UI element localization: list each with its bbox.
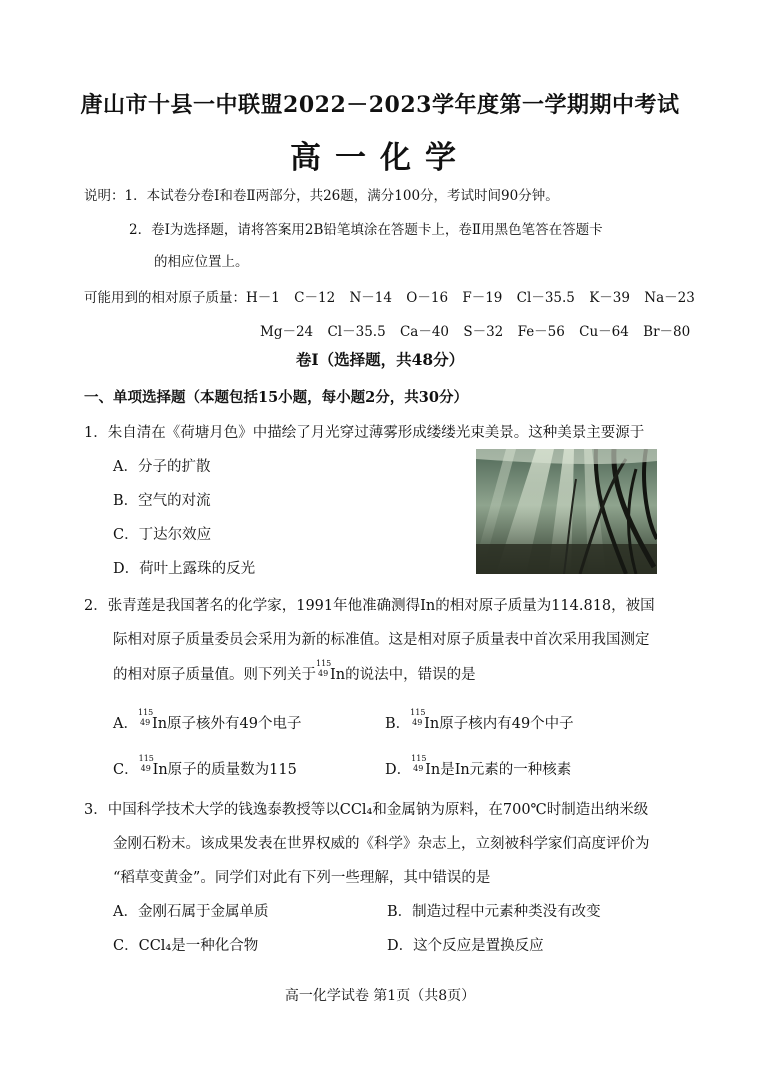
note-line-2: 2．卷Ⅰ为选择题，请将答案用2B铅笔填涂在答题卡上，卷Ⅱ用黑色笔答在答题卡 xyxy=(129,222,603,238)
mass-cl: Cl－35.5 xyxy=(516,290,575,306)
mass-c: C－12 xyxy=(294,290,336,306)
section-title: 卷Ⅰ（选择题，共48分） xyxy=(295,350,465,369)
q3-stem-line-1: 3．中国科学技术大学的钱逸泰教授等以CCl₄和金属钠为原料，在700℃时制造出纳米级 xyxy=(84,802,649,818)
mass-mg: Mg－24 xyxy=(260,324,314,340)
mangrove-photo xyxy=(476,449,657,574)
subject-title: 高一化学 xyxy=(290,140,470,176)
mass-f: F－19 xyxy=(462,290,503,306)
q2-stem-line-3: 的相对原子质量值。则下列关于 115 49 In的说法中，错误的是 xyxy=(113,659,476,683)
q1-option-a: A．分子的扩散 xyxy=(113,459,211,475)
q3-stem-line-2: 金刚石粉末。该成果发表在世界权威的《科学》杂志上，立刻被科学家们高度评价为 xyxy=(113,836,650,852)
q1-option-d: D．荷叶上露珠的反光 xyxy=(113,561,256,577)
q2-stem-line-1: 2．张青莲是我国著名的化学家，1991年他准确测得In的相对原子质量为114.818，被国 xyxy=(84,598,655,614)
q2-option-a: A． 115 49 In原子核外有49个电子 xyxy=(113,708,302,732)
atomic-mass-label: 可能用到的相对原子质量： xyxy=(84,290,246,306)
q2-option-c: C． 115 49 In原子的质量数为115 xyxy=(113,754,297,778)
mass-br: Br－80 xyxy=(643,324,691,340)
q3-stem-line-3: “稻草变黄金”。同学们对此有下列一些理解，其中错误的是 xyxy=(113,870,491,886)
mass-s: S－32 xyxy=(463,324,504,340)
q2-option-b: B． 115 49 In原子核内有49个中子 xyxy=(385,708,574,732)
mass-o: O－16 xyxy=(406,290,449,306)
note-line-1: 说明：1．本试卷分卷Ⅰ和卷Ⅱ两部分，共26题，满分100分，考试时间90分钟。 xyxy=(84,188,559,204)
q1-option-b: B．空气的对流 xyxy=(113,493,211,509)
mass-cl-2: Cl－35.5 xyxy=(327,324,386,340)
q2-option-d: D． 115 49 In是In元素的一种核素 xyxy=(385,754,572,778)
page-footer: 高一化学试卷 第1页（共8页） xyxy=(284,988,476,1004)
q2-stem-line-2: 际相对原子质量委员会采用为新的标准值。这是相对原子质量表中首次采用我国测定 xyxy=(113,632,650,648)
q1-stem: 1．朱自清在《荷塘月色》中描绘了月光穿过薄雾形成缕缕光束美景。这种美景主要源于 xyxy=(84,425,645,441)
q3-option-b: B．制造过程中元素种类没有改变 xyxy=(387,904,601,920)
mass-k: K－39 xyxy=(589,290,630,306)
q3-option-c: C．CCl₄是一种化合物 xyxy=(113,938,259,954)
q1-option-c: C．丁达尔效应 xyxy=(113,527,212,543)
note-line-3: 的相应位置上。 xyxy=(154,254,249,270)
mass-na: Na－23 xyxy=(644,290,695,306)
mass-ca: Ca－40 xyxy=(399,324,450,340)
q3-option-d: D．这个反应是置换反应 xyxy=(387,938,544,954)
mass-fe: Fe－56 xyxy=(517,324,565,340)
mass-n: N－14 xyxy=(349,290,392,306)
q3-option-a: A．金刚石属于金属单质 xyxy=(113,904,269,920)
exam-title: 唐山市十县一中联盟2022－2023学年度第一学期期中考试 xyxy=(80,92,680,118)
mass-cu: Cu－64 xyxy=(579,324,629,340)
part-heading: 一、单项选择题（本题包括15小题，每小题2分，共30分） xyxy=(84,389,468,406)
mass-h: H－1 xyxy=(246,290,280,306)
atomic-mass-row-1 xyxy=(84,286,695,306)
isotope-notation: 115 49 xyxy=(316,659,332,678)
atomic-mass-row-2 xyxy=(260,320,690,340)
